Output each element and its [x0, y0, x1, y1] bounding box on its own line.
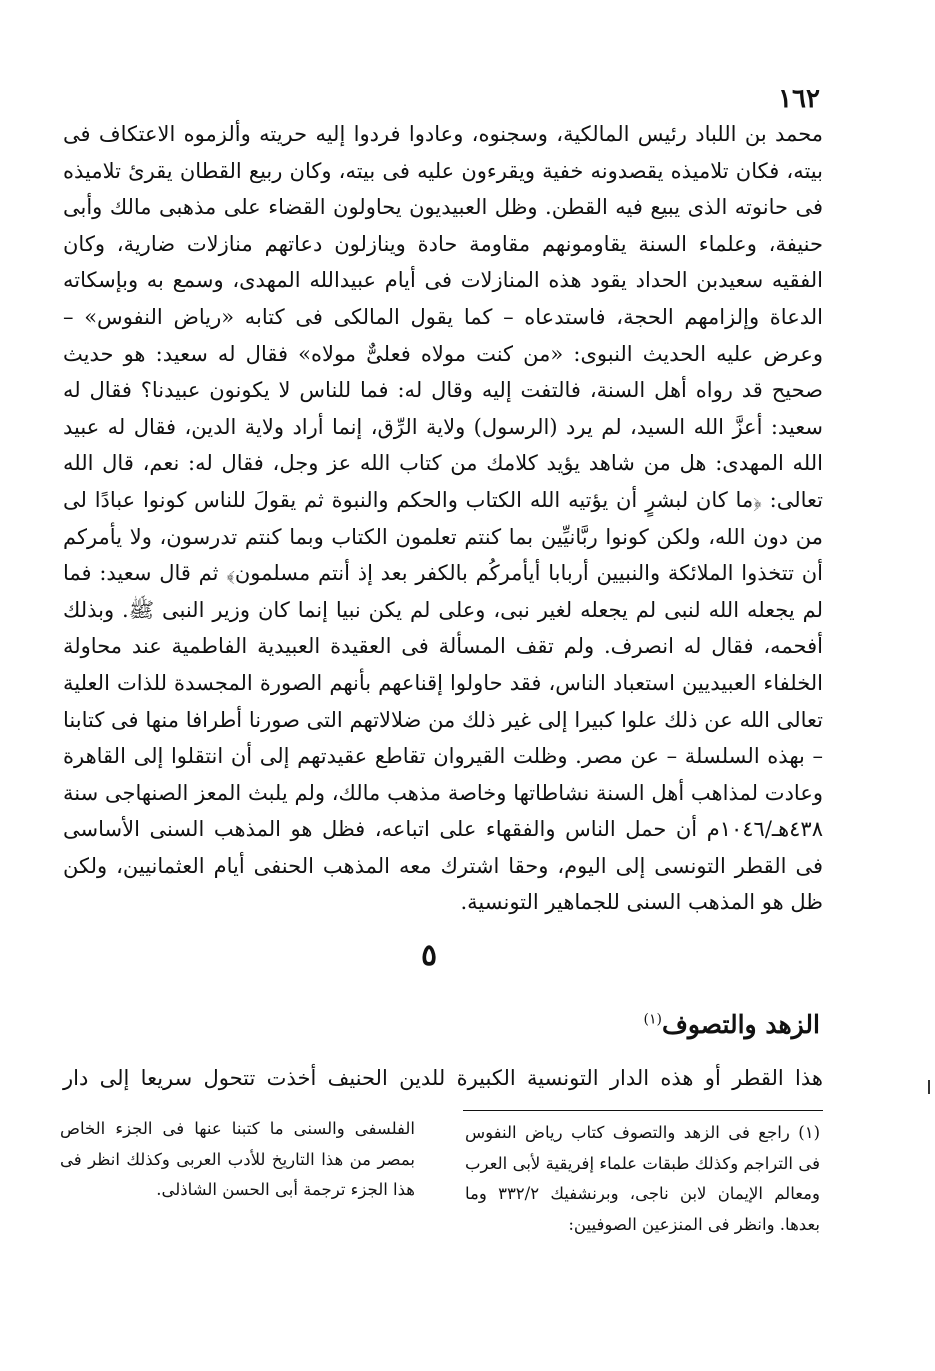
footnote-right-column: (١) راجع فى الزهد والتصوف كتاب رياض النفوس فى التراجم وكذلك طبقات علماء إفريقية لأبى العرب ومعالم الإيمان لابن ناجى، وبرنشفيك ٣٣٢/٢ وما بعدها. وانظر فى المنزعين الصوفيين:	[465, 1123, 820, 1234]
section-heading-text: الزهد والتصوف	[661, 1010, 820, 1039]
scan-edge-mark	[928, 1080, 930, 1094]
section-number: ٥	[420, 938, 438, 973]
footnote-left-column: الفلسفى والسنى ما كتبنا عنها فى الجزء الخاص بمصر من هذا التاريخ للأدب العربى وكذلك انظر فى هذا الجزء ترجمة أبى الحسن الشاذلى.	[60, 1119, 415, 1199]
section-heading	[643, 1010, 820, 1039]
footnote-divider	[463, 1110, 823, 1111]
main-text-block	[63, 116, 823, 921]
footnote-marker: (١)	[643, 1011, 662, 1028]
main-paragraph: محمد بن اللباد رئيس المالكية، وسجنوه، وعادوا فردوا إليه حريته وألزموه الاعتكاف فى بيته، فكان تلاميذه يقصدونه خفية ويقرءون عليه فى بيته، وكان ربيع القطان يقرئ تلاميذه فى حانوته الذى يبيع فيه القطن. وظل العبيديون يحاولون القضاء على مذهبى مالك وأبى حنيفة، وعلماء السنة يقاومونهم مقاومة حادة وينازلون دعاتهم منازلات ضارية، وكان الفقيه سعيدبن الحداد يقود هذه المنازلات فى أيام عبيدالله المهدى، وسمع به وبإسكاته الدعاة وإلزامهم الحجة، فاستدعاه – كما يقول المالكى فى كتابه «رياض النفوس» – وعرض عليه الحديث النبوى: «من كنت مولاه فعلىٌّ مولاه» فقال له سعيد: هو حديث صحيح قد رواه أهل السنة، فالتفت إليه وقال له: فما للناس لا يكونون عبيدنا؟ فقال له سعيد: أعزَّ الله السيد، لم يرد (الرسول) ولاية الرِّق، إنما أراد ولاية الدين، فقال له عبيد الله المهدى: هل من شاهد يؤيد كلامك من كتاب الله عز وجل، فقال له: نعم، قال الله تعالى: ﴿ما كان لبشرٍ أن يؤتيه الله الكتاب والحكم والنبوة ثم يقولَ للناس كونوا عبادًا لى من دون الله، ولكن كونوا ربَّانيِّين بما كنتم تعلمون الكتاب وبما كنتم تدرسون، ولا يأمركم أن تتخذوا الملائكة والنبيين أربابا أيأمركُم بالكفر بعد إذ أنتم مسلمون﴾ ثم قال سعيد: فما لم يجعله الله لنبى لم يجعله لغير نبى، وعلى لم يكن نبيا إنما كان وزير النبى ﷺ. وبذلك أفحمه، فقال له انصرف. ولم تقف المسألة فى العقيدة العبيدية الفاطمية عند محاولة الخلفاء العبيديين استعباد الناس، فقد حاولوا إقناعهم بأنهم الصورة المجسدة للذات العلية تعالى الله عن ذلك علوا كبيرا إلى غير ذلك من ضلالاتهم التى صورنا أطرافا منها فى كتابنا – بهذه السلسلة – عن مصر. وظلت القيروان تقاطع عقيدتهم إلى أن انتقلوا إلى القاهرة وعادت لمذاهب أهل السنة نشاطاتها وخاصة مذهب مالك، ولم يلبث المعز الصنهاجى سنة ٤٣٨هـ/١٠٤٦م أن حمل الناس والفقهاء على اتباعه، فظل هو المذهب السنى الأساسى فى القطر التونسى إلى اليوم، وحقا اشترك معه المذهب الحنفى أيام العثمانيين، ولكن ظل هو المذهب السنى للجماهير التونسية.	[63, 122, 823, 915]
section-opening-line: هذا القطر أو هذه الدار التونسية الكبيرة للدين الحنيف أخذت تتحول سريعا إلى دار	[63, 1066, 823, 1090]
page-number: ١٦٢	[778, 84, 820, 114]
